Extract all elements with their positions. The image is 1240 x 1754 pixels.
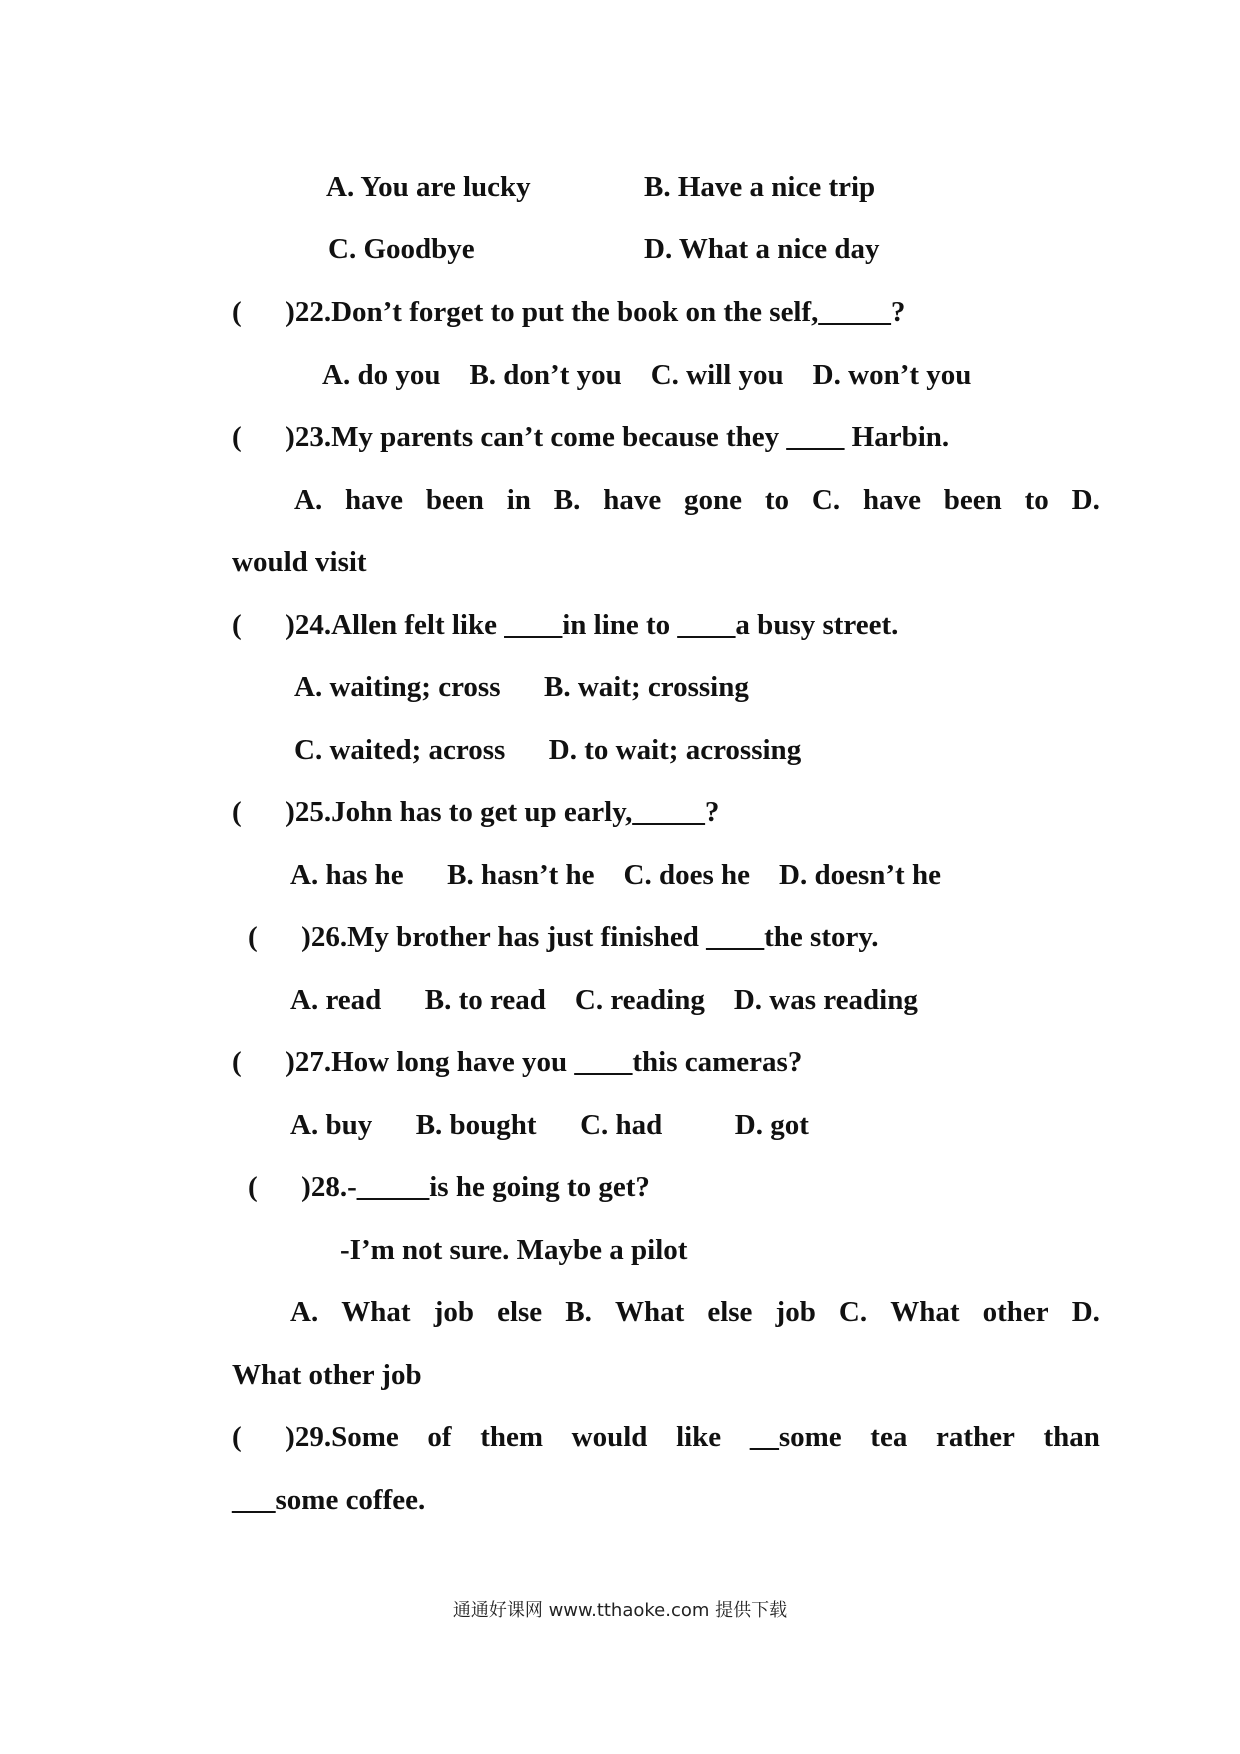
q23-options-line1: A. have been in B. have gone to C. have been to D.	[294, 484, 1100, 516]
q22-options: A. do you B. don’t you C. will you D. won’t you	[322, 359, 972, 391]
q27-stem: ( )27.How long have you ____this cameras?	[232, 1046, 803, 1078]
q22-stem: ( )22.Don’t forget to put the book on the self,_____?	[232, 296, 906, 328]
q23-options-line2: would visit	[232, 546, 367, 578]
q21-option-b: B. Have a nice trip	[644, 171, 876, 203]
q28-options-line1: A. What job else B. What else job C. What other D.	[290, 1296, 1100, 1328]
q21-option-a: A. You are lucky	[326, 171, 531, 203]
q23-stem: ( )23.My parents can’t come because they ____ Harbin.	[232, 421, 950, 453]
q24-stem: ( )24.Allen felt like ____in line to ____a busy street.	[232, 609, 899, 641]
q21-option-d: D. What a nice day	[644, 233, 880, 265]
q29-stem-line1: ( )29.Some of them would like __some tea rather than	[232, 1421, 1100, 1453]
q24-options-row1: A. waiting; cross B. wait; crossing	[294, 671, 749, 703]
q25-options: A. has he B. hasn’t he C. does he D. doesn’t he	[290, 859, 941, 891]
q26-stem: ( )26.My brother has just finished ____the story.	[248, 921, 879, 953]
q28-stem: ( )28.-_____is he going to get?	[248, 1171, 650, 1203]
q28-options-line2: What other job	[232, 1359, 422, 1391]
q27-options: A. buy B. bought C. had D. got	[290, 1109, 809, 1141]
q21-option-c: C. Goodbye	[328, 233, 475, 265]
q26-options: A. read B. to read C. reading D. was reading	[290, 984, 918, 1016]
q25-stem: ( )25.John has to get up early,_____?	[232, 796, 720, 828]
q29-stem-line2: ___some coffee.	[232, 1484, 426, 1516]
q24-options-row2: C. waited; across D. to wait; acrossing	[294, 734, 802, 766]
q28-answer-line: -I’m not sure. Maybe a pilot	[340, 1234, 688, 1266]
page-footer: 通通好课网 www.tthaoke.com 提供下载	[452, 1600, 788, 1621]
